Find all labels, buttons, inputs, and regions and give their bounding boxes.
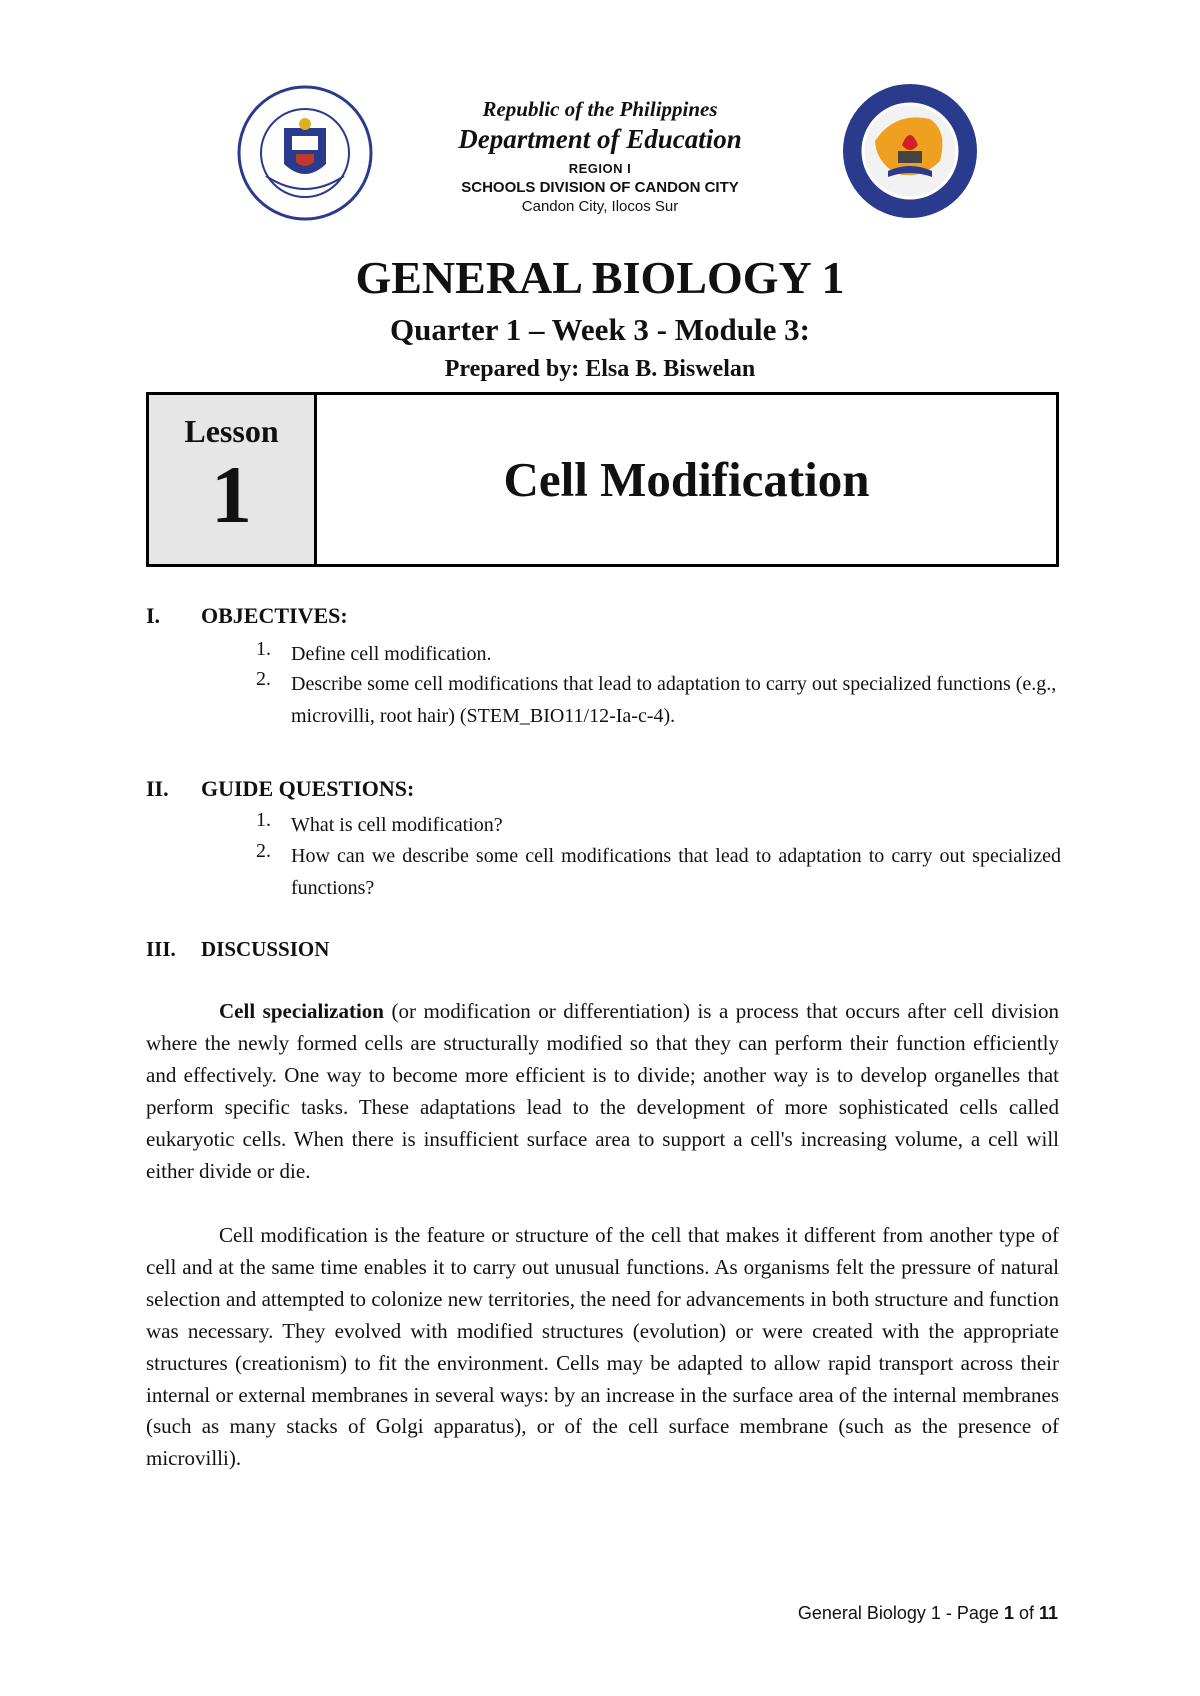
header-region: REGION I bbox=[568, 161, 632, 176]
section-heading: OBJECTIVES: bbox=[201, 603, 348, 628]
lesson-box bbox=[146, 392, 1059, 567]
lesson-number-panel bbox=[149, 395, 317, 564]
header-location: Candon City, Ilocos Sur bbox=[521, 198, 679, 215]
discussion-paragraph-2 bbox=[146, 1220, 1059, 1475]
header-republic: Republic of the Philippines bbox=[482, 97, 718, 121]
footer-of: of bbox=[1013, 1603, 1039, 1623]
footer-page-number: 1 bbox=[1003, 1603, 1014, 1623]
section-numeral: II. bbox=[146, 776, 169, 801]
list-item-number: 2. bbox=[256, 840, 271, 862]
document-title: GENERAL BIOLOGY 1 bbox=[355, 252, 845, 303]
paragraph-text: Cell modification is the feature or structure of the cell that makes it different from another type of cell and at the same time enables it to carry out unusual functions. As organisms felt the pressure of natural selection and attempted to colonize new territories, the need for advancements in both structure and function was necessary. They evolved with modified structures (evolution) or were created with the appropriate structures (creationism) to fit the environment. Cells may be adapted to allow rapid transport across their internal or external membranes in several ways: by an increase in the surface area of the internal membranes (such as many stacks of Golgi apparatus), or of the cell surface membrane (such as the presence of microvilli). bbox=[146, 1223, 1059, 1471]
footer-page-total: 11 bbox=[1038, 1603, 1058, 1623]
header-department: Department of Education bbox=[458, 124, 742, 154]
header-division: SCHOOLS DIVISION OF CANDON CITY bbox=[461, 179, 739, 196]
lesson-number: 1 bbox=[211, 449, 252, 540]
document-subtitle: Quarter 1 – Week 3 - Module 3: bbox=[390, 312, 810, 347]
section-numeral: I. bbox=[146, 603, 161, 628]
list-item-number: 2. bbox=[256, 668, 271, 690]
section-numeral: III. bbox=[146, 937, 176, 961]
list-item-text: How can we describe some cell modifications that lead to adaptation to carry out specialized functions? bbox=[291, 845, 1061, 899]
section-heading: DISCUSSION bbox=[201, 937, 330, 961]
lesson-title: Cell Modification bbox=[503, 452, 870, 507]
page-footer bbox=[798, 1603, 1058, 1624]
section-heading: GUIDE QUESTIONS: bbox=[201, 776, 415, 801]
prepared-by: Prepared by: Elsa B. Biswelan bbox=[444, 356, 756, 382]
footer-prefix: General Biology 1 - Page bbox=[797, 1603, 1004, 1623]
list-item-text: Define cell modification. bbox=[291, 643, 492, 665]
discussion-paragraph-1 bbox=[146, 996, 1059, 1187]
list-item-number: 1. bbox=[256, 809, 271, 831]
list-item-text: What is cell modification? bbox=[291, 814, 503, 836]
paragraph-text: (or modification or differentiation) is a process that occurs after cell division where the newly formed cells are structurally modified so that they can perform their function efficiently and effectively. One way to become more efficient is to divide; another way is to develop organelles that perform specific tasks. These adaptations lead to the development of more sophisticated cells called eukaryotic cells. When there is insufficient surface area to support a cell's increasing volume, a cell will either divide or die. bbox=[146, 999, 1059, 1183]
lesson-title-panel bbox=[317, 395, 1056, 564]
term-cell-specialization: Cell specialization bbox=[219, 999, 384, 1023]
list-item-number: 1. bbox=[256, 638, 271, 660]
list-item-text: Describe some cell modifications that lead to adaptation to carry out specialized functions (e.g., microvilli, root hair) (STEM_BIO11/12-Ia-c-4). bbox=[291, 673, 1057, 727]
lesson-label: Lesson bbox=[184, 413, 279, 449]
